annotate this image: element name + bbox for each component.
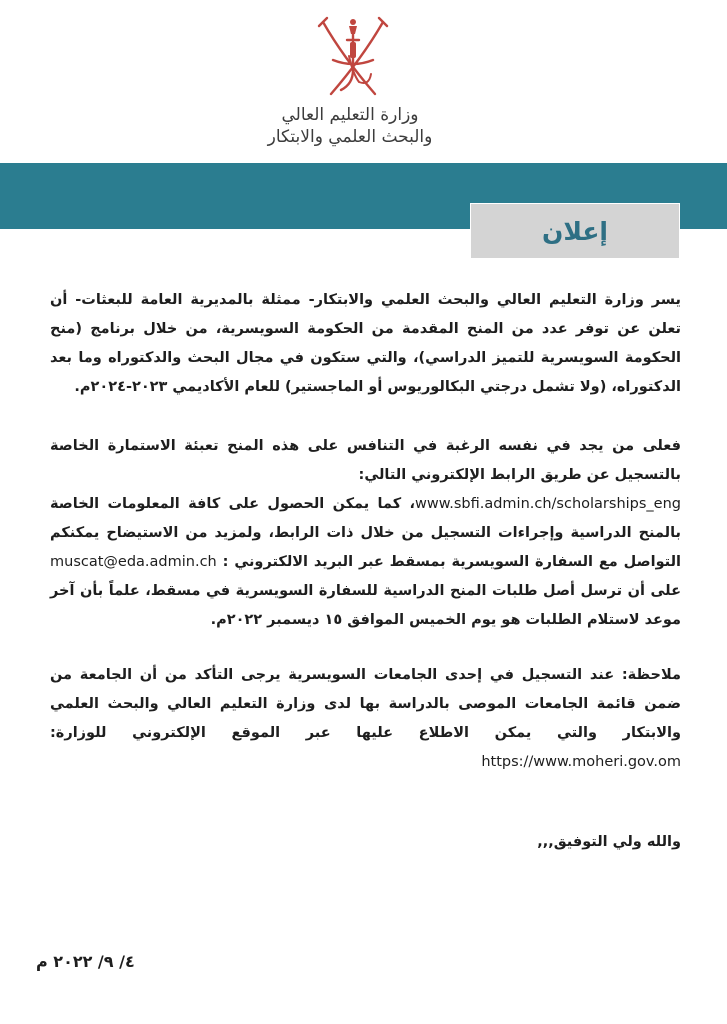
embassy-email-link[interactable]: muscat@eda.admin.ch — [50, 554, 217, 570]
announcement-body — [50, 286, 681, 807]
application-deadline: على أن ترسل أصل طلبات المنح الدراسية للسفارة السويسرية في مسقط، علماً بأن آخر موعد لاستلام الطلبات هو يوم الخميس الموافق ١٥ ديسمبر ٢٠٢٢م. — [50, 583, 681, 628]
document-date: ٤/ ٩/ ٢٠٢٢ م — [36, 952, 135, 971]
application-middle: ، كما يمكن الحصول على كافة المعلومات الخاصة بالمنح الدراسية وإجراءات التسجيل من خلال ذات الرابط، ولمزيد من الاستيضاح يمكنكم التواصل مع السفارة السويسرية بمسقط عبر البريد الالكتروني : — [50, 496, 681, 570]
paragraph-note — [50, 661, 681, 777]
announcement-title-box — [470, 203, 680, 259]
announcement-title: إعلان — [542, 216, 608, 246]
ministry-name — [200, 104, 500, 148]
note-text: ملاحظة: عند التسجيل في إحدى الجامعات السويسرية يرجى التأكد من أن الجامعة من ضمن قائمة الجامعات الموصى بالدراسة بها لدى وزارة التعليم العالي والبحث العلمي والابتكار والتي يمكن الاطلاع عليها عبر الموقع الإلكتروني للوزارة: — [50, 667, 681, 741]
paragraph-intro: يسر وزارة التعليم العالي والبحث العلمي والابتكار- ممثلة بالمديرية العامة للبعثات- أن تعلن عن توفر عدد من المنح المقدمة من الحكومة السويسرية، من خلال برنامج (منح الحكومة السويسرية للتميز الدراسي)، والتي ستكون في مجال البحث والدكتوراه وما بعد الدكتوراه، (ولا تشمل درجتي البكالوريوس أو الماجستير) للعام الأكاديمي ٢٠٢٣-٢٠٢٤م. — [50, 292, 681, 395]
paragraph-application — [50, 432, 681, 635]
ministry-website-link[interactable]: https://www.moheri.gov.om — [481, 754, 681, 770]
ministry-name-line1: وزارة التعليم العالي — [281, 105, 419, 125]
application-intro: فعلى من يجد في نفسه الرغبة في التنافس على هذه المنح تعبئة الاستمارة الخاصة بالتسجيل عن طريق الرابط الإلكتروني التالي: — [50, 438, 681, 483]
oman-emblem-icon — [313, 12, 393, 104]
ministry-name-line2: والبحث العلمي والابتكار — [267, 127, 433, 147]
scholarship-link[interactable]: www.sbfi.admin.ch/scholarships_eng — [414, 496, 681, 512]
closing-line: والله ولي التوفيق,,, — [537, 834, 681, 850]
